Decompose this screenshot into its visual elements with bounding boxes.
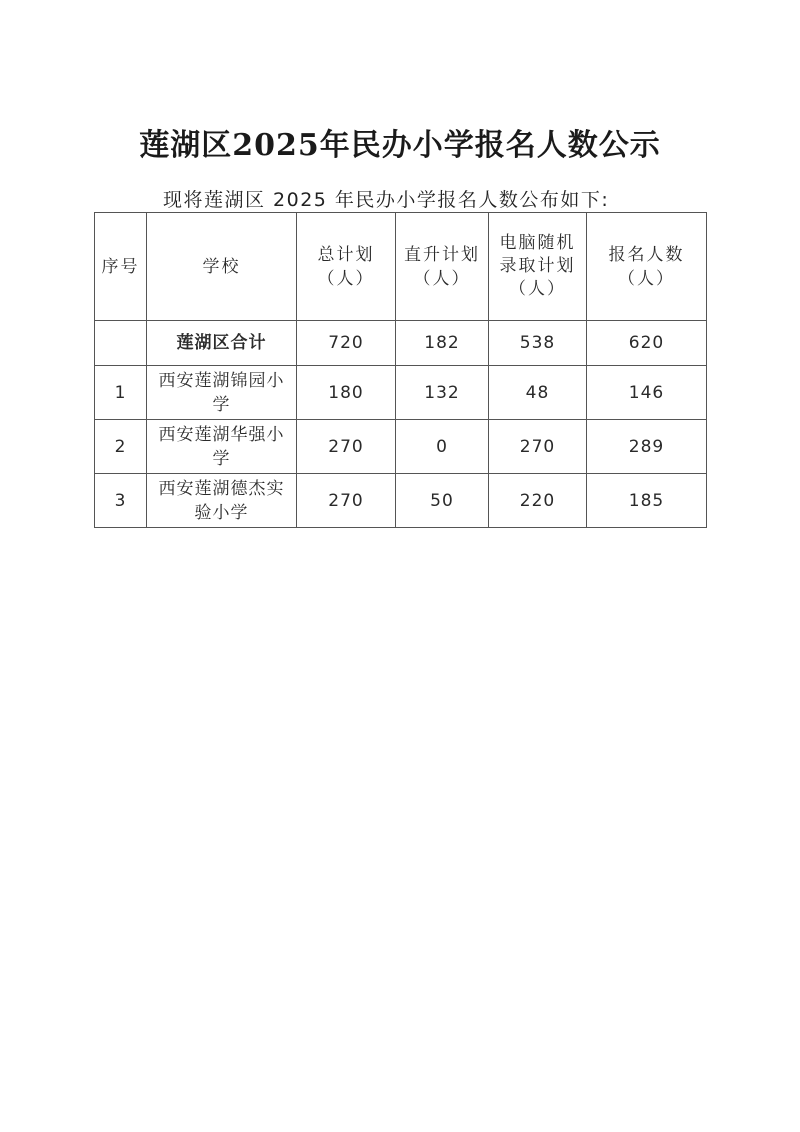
total-applicants: 620 bbox=[587, 321, 707, 366]
header-index bbox=[95, 213, 147, 321]
header-applicants bbox=[587, 213, 707, 321]
row-applicants: 146 bbox=[587, 366, 707, 420]
row-direct-plan: 50 bbox=[396, 474, 489, 528]
total-row bbox=[95, 321, 707, 366]
header-direct-plan bbox=[396, 213, 489, 321]
header-label: 直升计划 bbox=[404, 244, 480, 265]
header-label: 序号 bbox=[101, 256, 140, 277]
row-lottery-plan: 48 bbox=[489, 366, 587, 420]
intro-text: 现将莲湖区 2025 年民办小学报名人数公布如下: bbox=[163, 189, 610, 211]
row-total-plan: 270 bbox=[297, 474, 396, 528]
header-label: 总计划 bbox=[317, 244, 375, 265]
table-row bbox=[95, 366, 707, 420]
table-header-row bbox=[95, 213, 707, 321]
header-unit: （人） bbox=[413, 268, 471, 289]
row-lottery-plan: 220 bbox=[489, 474, 587, 528]
header-school bbox=[147, 213, 297, 321]
row-school-name: 西安莲湖华强小学 bbox=[147, 420, 297, 474]
header-unit: （人） bbox=[509, 279, 566, 299]
row-total-plan: 270 bbox=[297, 420, 396, 474]
row-index: 1 bbox=[95, 366, 147, 420]
table-row bbox=[95, 420, 707, 474]
page-title: 莲湖区2025年民办小学报名人数公示 bbox=[139, 128, 661, 164]
enrollment-table bbox=[94, 212, 707, 528]
total-total-plan: 720 bbox=[297, 321, 396, 366]
header-label: 报名人数 bbox=[608, 244, 685, 265]
row-direct-plan: 132 bbox=[396, 366, 489, 420]
table-row bbox=[95, 474, 707, 528]
header-lottery-plan bbox=[489, 213, 587, 321]
total-direct-plan: 182 bbox=[396, 321, 489, 366]
row-total-plan: 180 bbox=[297, 366, 396, 420]
header-unit: （人） bbox=[317, 268, 375, 289]
header-unit: （人） bbox=[618, 268, 675, 289]
header-total-plan bbox=[297, 213, 396, 321]
row-applicants: 289 bbox=[587, 420, 707, 474]
header-label: 电脑随机录取计划 bbox=[499, 233, 576, 276]
row-school-name: 西安莲湖锦园小学 bbox=[147, 366, 297, 420]
total-lottery-plan: 538 bbox=[489, 321, 587, 366]
header-label: 学校 bbox=[202, 256, 241, 277]
row-direct-plan: 0 bbox=[396, 420, 489, 474]
row-school-name: 西安莲湖德杰实验小学 bbox=[147, 474, 297, 528]
row-applicants: 185 bbox=[587, 474, 707, 528]
row-index: 3 bbox=[95, 474, 147, 528]
row-index: 2 bbox=[95, 420, 147, 474]
row-lottery-plan: 270 bbox=[489, 420, 587, 474]
total-label: 莲湖区合计 bbox=[147, 321, 297, 366]
total-index bbox=[95, 321, 147, 366]
